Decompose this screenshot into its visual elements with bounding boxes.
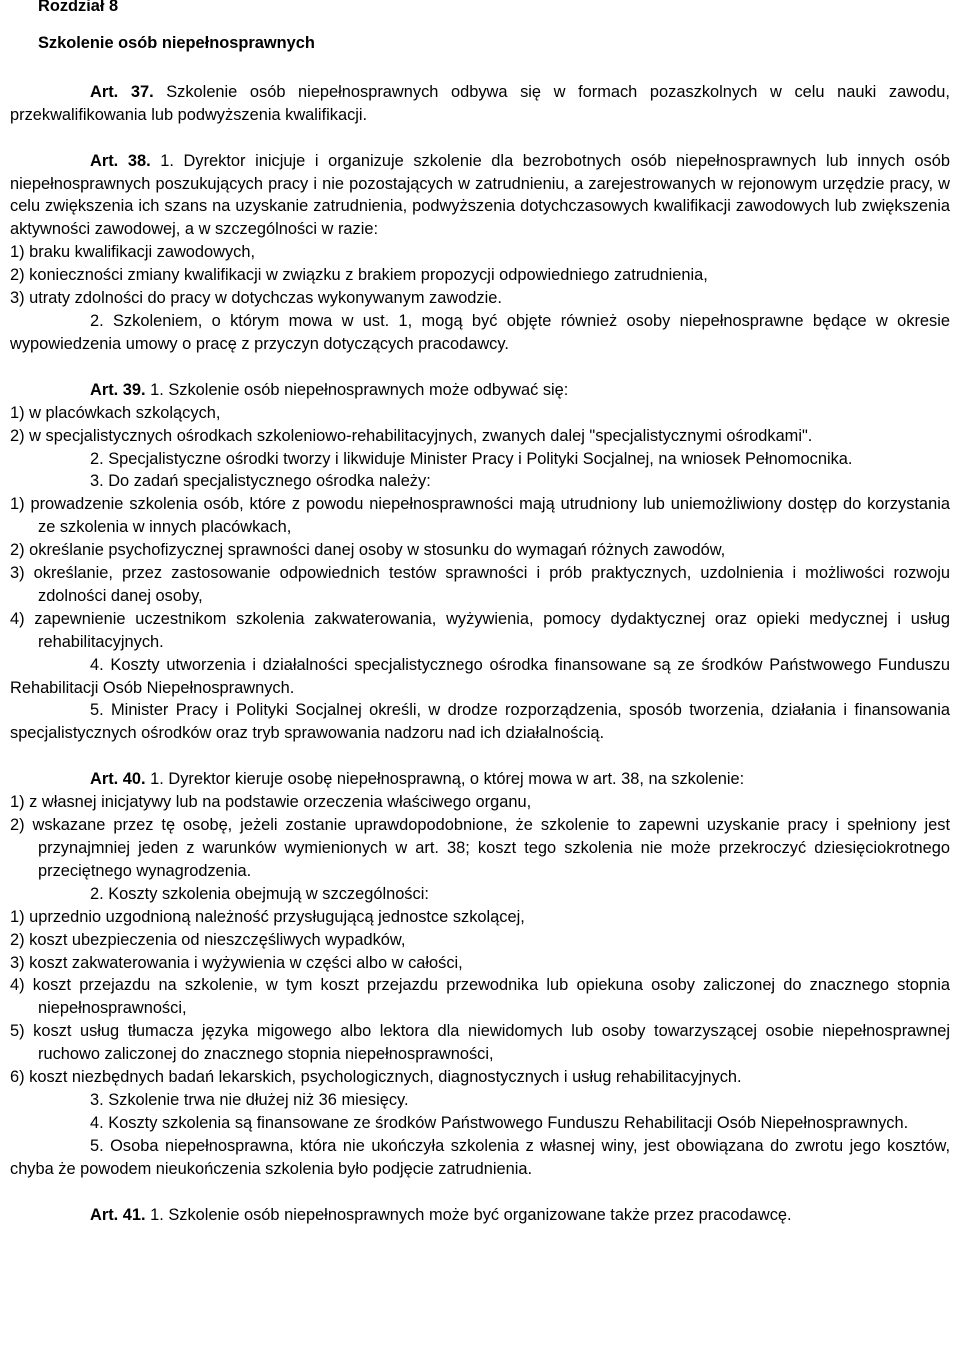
list-item: 3) koszt zakwaterowania i wyżywienia w części albo w całości, [10,953,463,972]
list-item: 1) braku kwalifikacji zawodowych, [10,243,256,262]
article-label: Art. 39. [90,380,146,399]
article-text: Szkolenie osób niepełnosprawnych odbywa się w formach pozaszkolnych w celu nauki zawodu, przekwalifikowania lub podwyższenia kwalifikacji. [10,82,950,124]
article-39-paragraph-4: 4. Koszty utworzenia i działalności specjalistycznego ośrodka finansowane są ze środków Państwowego Funduszu Rehabilitacji Osób Niepełnosprawnych. [10,655,950,697]
article-40-paragraph-2: 2. Koszty szkolenia obejmują w szczególności: [90,884,429,903]
list-item: 2) w specjalistycznych ośrodkach szkoleniowo-rehabilitacyjnych, zwanych dalej "specjalistycznymi ośrodkami". [10,426,813,445]
chapter-title: Szkolenie osób niepełnosprawnych [38,33,315,52]
article-label: Art. 40. [90,770,146,789]
article-40-paragraph-3: 3. Szkolenie trwa nie dłużej niż 36 miesięcy. [90,1090,409,1109]
article-label: Art. 38. [90,151,151,170]
article-38-paragraph-1 [10,150,950,242]
article-41 [10,1204,950,1227]
list-item: 2) koszt ubezpieczenia od nieszczęśliwych wypadków, [10,930,406,949]
article-39-paragraph-1 [10,379,950,402]
list-item: 2) wskazane przez tę osobę, jeżeli zostanie uprawdopodobnione, że szkolenie to zapewni uzyskanie pracy i spełniony jest przynajmniej jeden z warunków wymienionych w art. 38; koszt tego szkolenia nie może przekroczyć dziesięciokrotnego przeciętnego wynagrodzenia. [10,816,950,880]
list-item: 3) określanie, przez zastosowanie odpowiednich testów sprawności i prób praktycznych, uzdolnienia i możliwości rozwoju zdolności danej osoby, [10,564,950,605]
list-item: 1) w placówkach szkolących, [10,403,221,422]
article-37 [10,81,950,127]
article-label: Art. 37. [90,82,154,101]
list-item: 2) określanie psychofizycznej sprawności danej osoby w stosunku do wymagań różnych zawodów, [10,541,726,560]
article-label: Art. 41. [90,1205,146,1224]
chapter-heading: Rozdział 8 [38,0,119,15]
list-item: 3) utraty zdolności do pracy w dotychczas wykonywanym zawodzie. [10,289,502,308]
list-item: 1) uprzednio uzgodnioną należność przysługującą jednostce szkolącej, [10,907,525,926]
list-item: 1) z własnej inicjatywy lub na podstawie orzeczenia właściwego organu, [10,793,532,812]
article-39-paragraph-3: 3. Do zadań specjalistycznego ośrodka należy: [90,472,431,491]
paragraph-text: 1. Szkolenie osób niepełnosprawnych może odbywać się: [150,380,569,399]
article-40-paragraph-4: 4. Koszty szkolenia są finansowane ze środków Państwowego Funduszu Rehabilitacji Osób Niepełnosprawnych. [90,1113,909,1132]
list-item: 1) prowadzenie szkolenia osób, które z powodu niepełnosprawności mają utrudniony lub uniemożliwiony dostęp do korzystania ze szkolenia w innych placówkach, [10,495,950,537]
article-38-paragraph-2: 2. Szkoleniem, o którym mowa w ust. 1, mogą być objęte również osoby niepełnosprawne będące w okresie wypowiedzenia umowy o pracę z przyczyn dotyczących pracodawcy. [10,311,950,353]
list-item: 5) koszt usług tłumacza języka migowego albo lektora dla niewidomych lub osoby towarzyszącej osobie niepełnosprawnej ruchowo zaliczonej do znacznego stopnia niepełnosprawności, [10,1022,950,1064]
list-item: 4) zapewnienie uczestnikom szkolenia zakwaterowania, wyżywienia, pomocy dydaktycznej oraz opieki medycznej i usług rehabilitacyjnych. [10,609,950,651]
article-40-paragraph-5: 5. Osoba niepełnosprawna, która nie ukończyła szkolenia z własnej winy, jest obowiązana do zwrotu jego kosztów, chyba że powodem nieukończenia szkolenia było podjęcie zatrudnienia. [10,1136,950,1178]
paragraph-text: 1. Dyrektor inicjuje i organizuje szkolenie dla bezrobotnych osób niepełnosprawnych lub innych osób niepełnosprawnych poszukujących pracy i nie pozostających w zatrudnieniu, a zarejestrowanych w rejonowym urzędzie pracy, w celu zwiększenia ich szans na uzyskanie zatrudnienia, podwyższenia dotychczasowych kwalifikacji zawodowych lub zwiększenia aktywności zawodowej, a w szczególności w razie: [10,151,950,239]
article-39-paragraph-5: 5. Minister Pracy i Polityki Socjalnej określi, w drodze rozporządzenia, sposób tworzenia, działania i finansowania specjalistycznych ośrodków oraz tryb sprawowania nadzoru nad ich działalnością. [10,701,950,743]
article-text: 1. Szkolenie osób niepełnosprawnych może być organizowane także przez pracodawcę. [150,1205,792,1224]
article-40-paragraph-1 [10,768,950,791]
list-item: 4) koszt przejazdu na szkolenie, w tym koszt przejazdu przewodnika lub opiekuna osoby zaliczonej do znacznego stopnia niepełnosprawności, [10,976,950,1018]
list-item: 6) koszt niezbędnych badań lekarskich, psychologicznych, diagnostycznych i usług rehabilitacyjnych. [10,1068,742,1087]
article-39-paragraph-2: 2. Specjalistyczne ośrodki tworzy i likwiduje Minister Pracy i Polityki Socjalnej, na wniosek Pełnomocnika. [90,449,853,468]
paragraph-text: 1. Dyrektor kieruje osobę niepełnosprawną, o której mowa w art. 38, na szkolenie: [150,770,745,789]
list-item: 2) konieczności zmiany kwalifikacji w związku z brakiem propozycji odpowiedniego zatrudnienia, [10,266,708,285]
